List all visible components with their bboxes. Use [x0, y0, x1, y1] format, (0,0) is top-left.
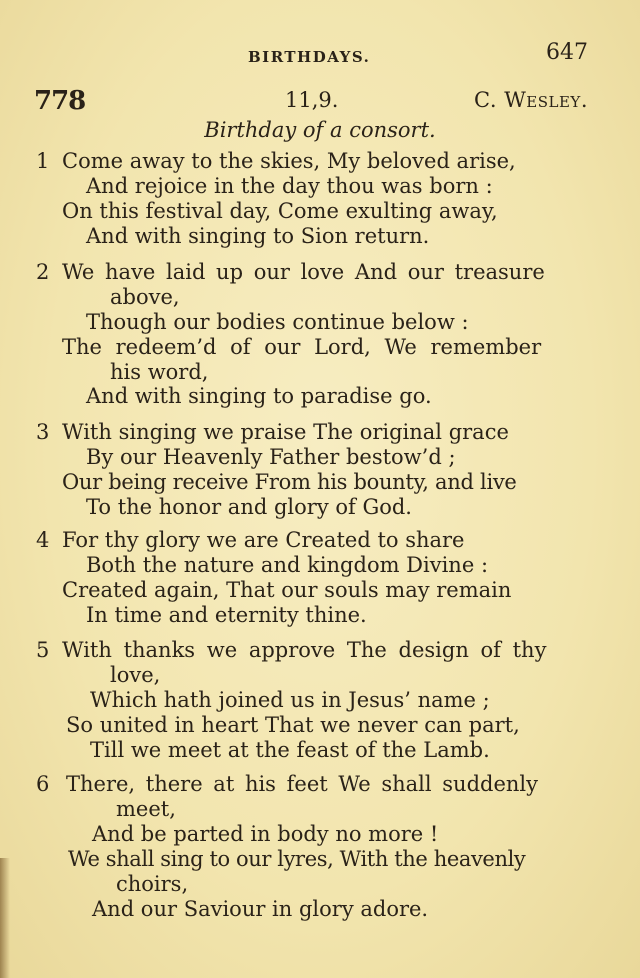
stanza-number: 3 — [36, 420, 50, 444]
stanza-line: And be parted in body no more ! — [92, 822, 439, 846]
stanza-line: his word, — [110, 360, 209, 384]
stanza-line: Till we meet at the feast of the Lamb. — [90, 738, 490, 762]
stanza-line: With singing we praise The original grace — [62, 420, 509, 444]
hymn-meter: 11,9. — [285, 88, 339, 112]
stanza-line: And rejoice in the day thou was born : — [86, 174, 493, 198]
stanza-line: love, — [110, 663, 161, 687]
stanza-line: And our Saviour in glory adore. — [92, 897, 429, 921]
stanza-line: meet, — [116, 797, 176, 821]
stanza-number: 1 — [36, 149, 50, 173]
stanza-line: Created again, That our souls may remain — [62, 578, 512, 602]
stanza-line: To the honor and glory of God. — [86, 495, 412, 519]
stanza-line: For thy glory we are Created to share — [62, 528, 465, 552]
stanza-line: Come away to the skies, My beloved arise, — [62, 149, 516, 173]
running-head — [0, 40, 640, 70]
stanza-line: There, there at his feet We shall suddenly — [66, 772, 539, 796]
stanza-number: 4 — [36, 528, 50, 552]
stanza-number: 2 — [36, 260, 50, 284]
stanza-line: above, — [110, 285, 180, 309]
stanza-number: 6 — [36, 772, 50, 796]
stanza-line: On this festival day, Come exulting away, — [62, 199, 498, 223]
stanza-line: And with singing to paradise go. — [86, 384, 432, 408]
stanza-line: By our Heavenly Father bestow’d ; — [86, 445, 456, 469]
stanza-line: Both the nature and kingdom Divine : — [86, 553, 489, 577]
stanza-line: With thanks we approve The design of thy — [62, 638, 547, 662]
hymn-author: C. Wesley. — [474, 88, 588, 112]
stanza-number: 5 — [36, 638, 50, 662]
page-edge-shadow — [0, 858, 10, 978]
stanza-line: In time and eternity thine. — [86, 603, 367, 627]
stanza-line: Though our bodies continue below : — [86, 310, 469, 334]
stanza-line: The redeem’d of our Lord, We remember — [62, 335, 542, 359]
stanza-line: So united in heart That we never can part, — [66, 713, 520, 737]
stanza-line: Our being receive From his bounty, and live — [62, 470, 517, 494]
stanza-line: choirs, — [116, 872, 189, 896]
stanza-line: And with singing to Sion return. — [86, 224, 430, 248]
section-title: BIRTHDAYS. — [248, 48, 371, 66]
page-number: 647 — [546, 40, 588, 65]
stanza-line: Which hath joined us in Jesus’ name ; — [90, 688, 490, 712]
stanza-line: We shall sing to our lyres, With the heavenly — [68, 847, 526, 871]
stanza-line: We have laid up our love And our treasure — [62, 260, 545, 284]
hymn-number: 778 — [34, 86, 86, 116]
hymn-occasion: Birthday of a consort. — [204, 118, 436, 142]
hymn-header — [0, 86, 640, 120]
